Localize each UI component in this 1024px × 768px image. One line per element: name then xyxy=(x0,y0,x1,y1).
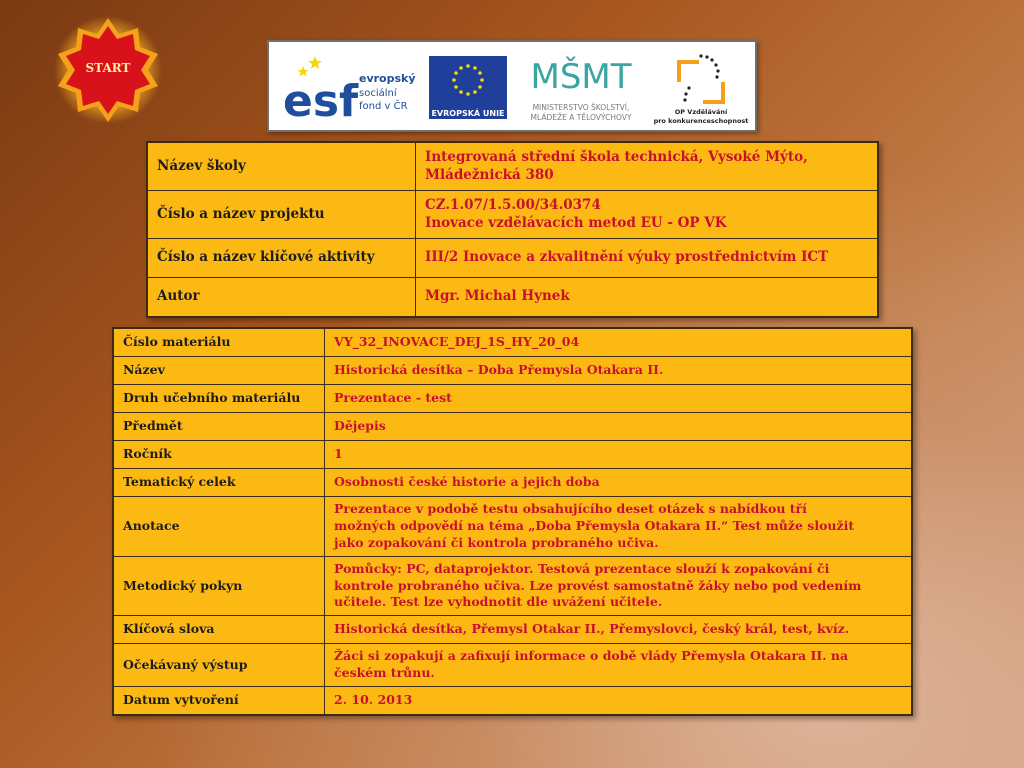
row-value xyxy=(325,441,913,469)
opvk-logo xyxy=(653,48,749,126)
value-line: možných odpovědí na téma „Doba Přemysla Otakara II.“ Test může sloužit xyxy=(334,517,855,533)
value-line: Integrovaná střední škola technická, Vysoké Mýto, xyxy=(425,149,808,165)
esf-line2: sociální xyxy=(359,88,397,99)
table-row xyxy=(147,239,878,278)
row-key: Autor xyxy=(147,278,416,318)
logo-banner xyxy=(267,40,757,132)
row-key: Ročník xyxy=(113,441,325,469)
table-row xyxy=(113,357,912,385)
row-value xyxy=(325,616,913,644)
table-row xyxy=(147,278,878,318)
value-line: CZ.1.07/1.5.00/34.0374 xyxy=(425,197,601,214)
row-key: Očekávaný výstup xyxy=(113,644,325,687)
value-line: Mgr. Michal Hynek xyxy=(425,288,570,305)
value-line: Dějepis xyxy=(334,418,386,434)
table-row xyxy=(113,441,912,469)
value-line: Inovace vzdělávacích metod EU - OP VK xyxy=(425,214,727,231)
msmt-logo xyxy=(513,48,649,126)
msmt-line1: MINISTERSTVO ŠKOLSTVÍ, xyxy=(532,103,630,112)
start-label: START xyxy=(85,61,131,75)
row-value xyxy=(325,644,913,687)
row-value xyxy=(325,413,913,441)
value-line: Historická desítka, Přemysl Otakar II., Přemyslovci, český král, test, kvíz. xyxy=(334,621,850,637)
value-line: Prezentace - test xyxy=(334,390,452,406)
row-key: Tematický celek xyxy=(113,469,325,497)
opvk-line1: OP Vzdělávání xyxy=(674,108,728,116)
row-key: Předmět xyxy=(113,413,325,441)
table-row xyxy=(113,469,912,497)
table-row xyxy=(113,556,912,616)
esf-mark: esf xyxy=(283,76,359,122)
row-key: Číslo a název projektu xyxy=(147,191,416,239)
row-key: Druh učebního materiálu xyxy=(113,385,325,413)
value-line: Mládežnická 380 xyxy=(425,166,554,183)
opvk-line2: pro konkurenceschopnost xyxy=(653,117,749,125)
value-line: III/2 Inovace a zkvalitnění výuky prostřednictvím ICT xyxy=(425,249,829,266)
row-value xyxy=(325,497,913,557)
row-value xyxy=(325,687,913,716)
row-key: Název školy xyxy=(147,142,416,191)
eu-flag-logo xyxy=(427,54,509,120)
value-line: 2. 10. 2013 xyxy=(334,692,413,708)
value-line: VY_32_INOVACE_DEJ_1S_HY_20_04 xyxy=(334,334,580,350)
row-value xyxy=(416,239,879,278)
value-line: kontrole probraného učiva. Lze provést samostatně žáky nebo pod vedením xyxy=(334,577,862,593)
row-value xyxy=(325,357,913,385)
table-row xyxy=(113,328,912,357)
material-info-table xyxy=(112,327,913,716)
row-key: Číslo a název klíčové aktivity xyxy=(147,239,416,278)
row-key: Klíčová slova xyxy=(113,616,325,644)
table-row xyxy=(147,142,878,191)
msmt-line2: MLÁDEŽE A TĚLOVÝCHOVY xyxy=(530,113,632,122)
table-row xyxy=(113,687,912,716)
row-value xyxy=(325,328,913,357)
row-value xyxy=(325,469,913,497)
eu-caption: EVROPSKÁ UNIE xyxy=(431,109,505,118)
esf-logo xyxy=(281,52,421,122)
row-key: Název xyxy=(113,357,325,385)
esf-line1: evropský xyxy=(359,72,416,85)
table-row xyxy=(113,616,912,644)
table-row xyxy=(113,644,912,687)
value-line: Osobnosti české historie a jejich doba xyxy=(334,474,600,490)
value-line: Prezentace v podobě testu obsahujícího deset otázek s nabídkou tří xyxy=(334,501,807,516)
row-key: Datum vytvoření xyxy=(113,687,325,716)
row-value xyxy=(416,142,879,191)
row-key: Anotace xyxy=(113,497,325,557)
row-key: Metodický pokyn xyxy=(113,556,325,616)
value-line: českém trůnu. xyxy=(334,665,435,681)
row-value xyxy=(325,385,913,413)
msmt-mark: MŠMT xyxy=(530,57,632,97)
table-row xyxy=(113,385,912,413)
row-value xyxy=(325,556,913,616)
value-line: Historická desítka – Doba Přemysla Otakara II. xyxy=(334,362,664,378)
esf-line3: fond v ČR xyxy=(359,101,408,112)
value-line: Pomůcky: PC, dataprojektor. Testová prezentace slouží k zopakování či xyxy=(334,560,830,576)
row-key: Číslo materiálu xyxy=(113,328,325,357)
table-row xyxy=(147,191,878,239)
table-row xyxy=(113,413,912,441)
start-button[interactable] xyxy=(52,14,164,126)
value-line: jako zopakování či kontrola probraného učiva. xyxy=(334,534,659,550)
value-line: 1 xyxy=(334,446,343,462)
table-row xyxy=(113,497,912,557)
row-value xyxy=(416,278,879,318)
value-line: Žáci si zopakují a zafixují informace o době vlády Přemysla Otakara II. na xyxy=(334,648,849,664)
row-value xyxy=(416,191,879,239)
project-info-table xyxy=(146,141,879,318)
value-line: učitele. Test lze vyhodnotit dle uvážení učitele. xyxy=(334,594,663,610)
